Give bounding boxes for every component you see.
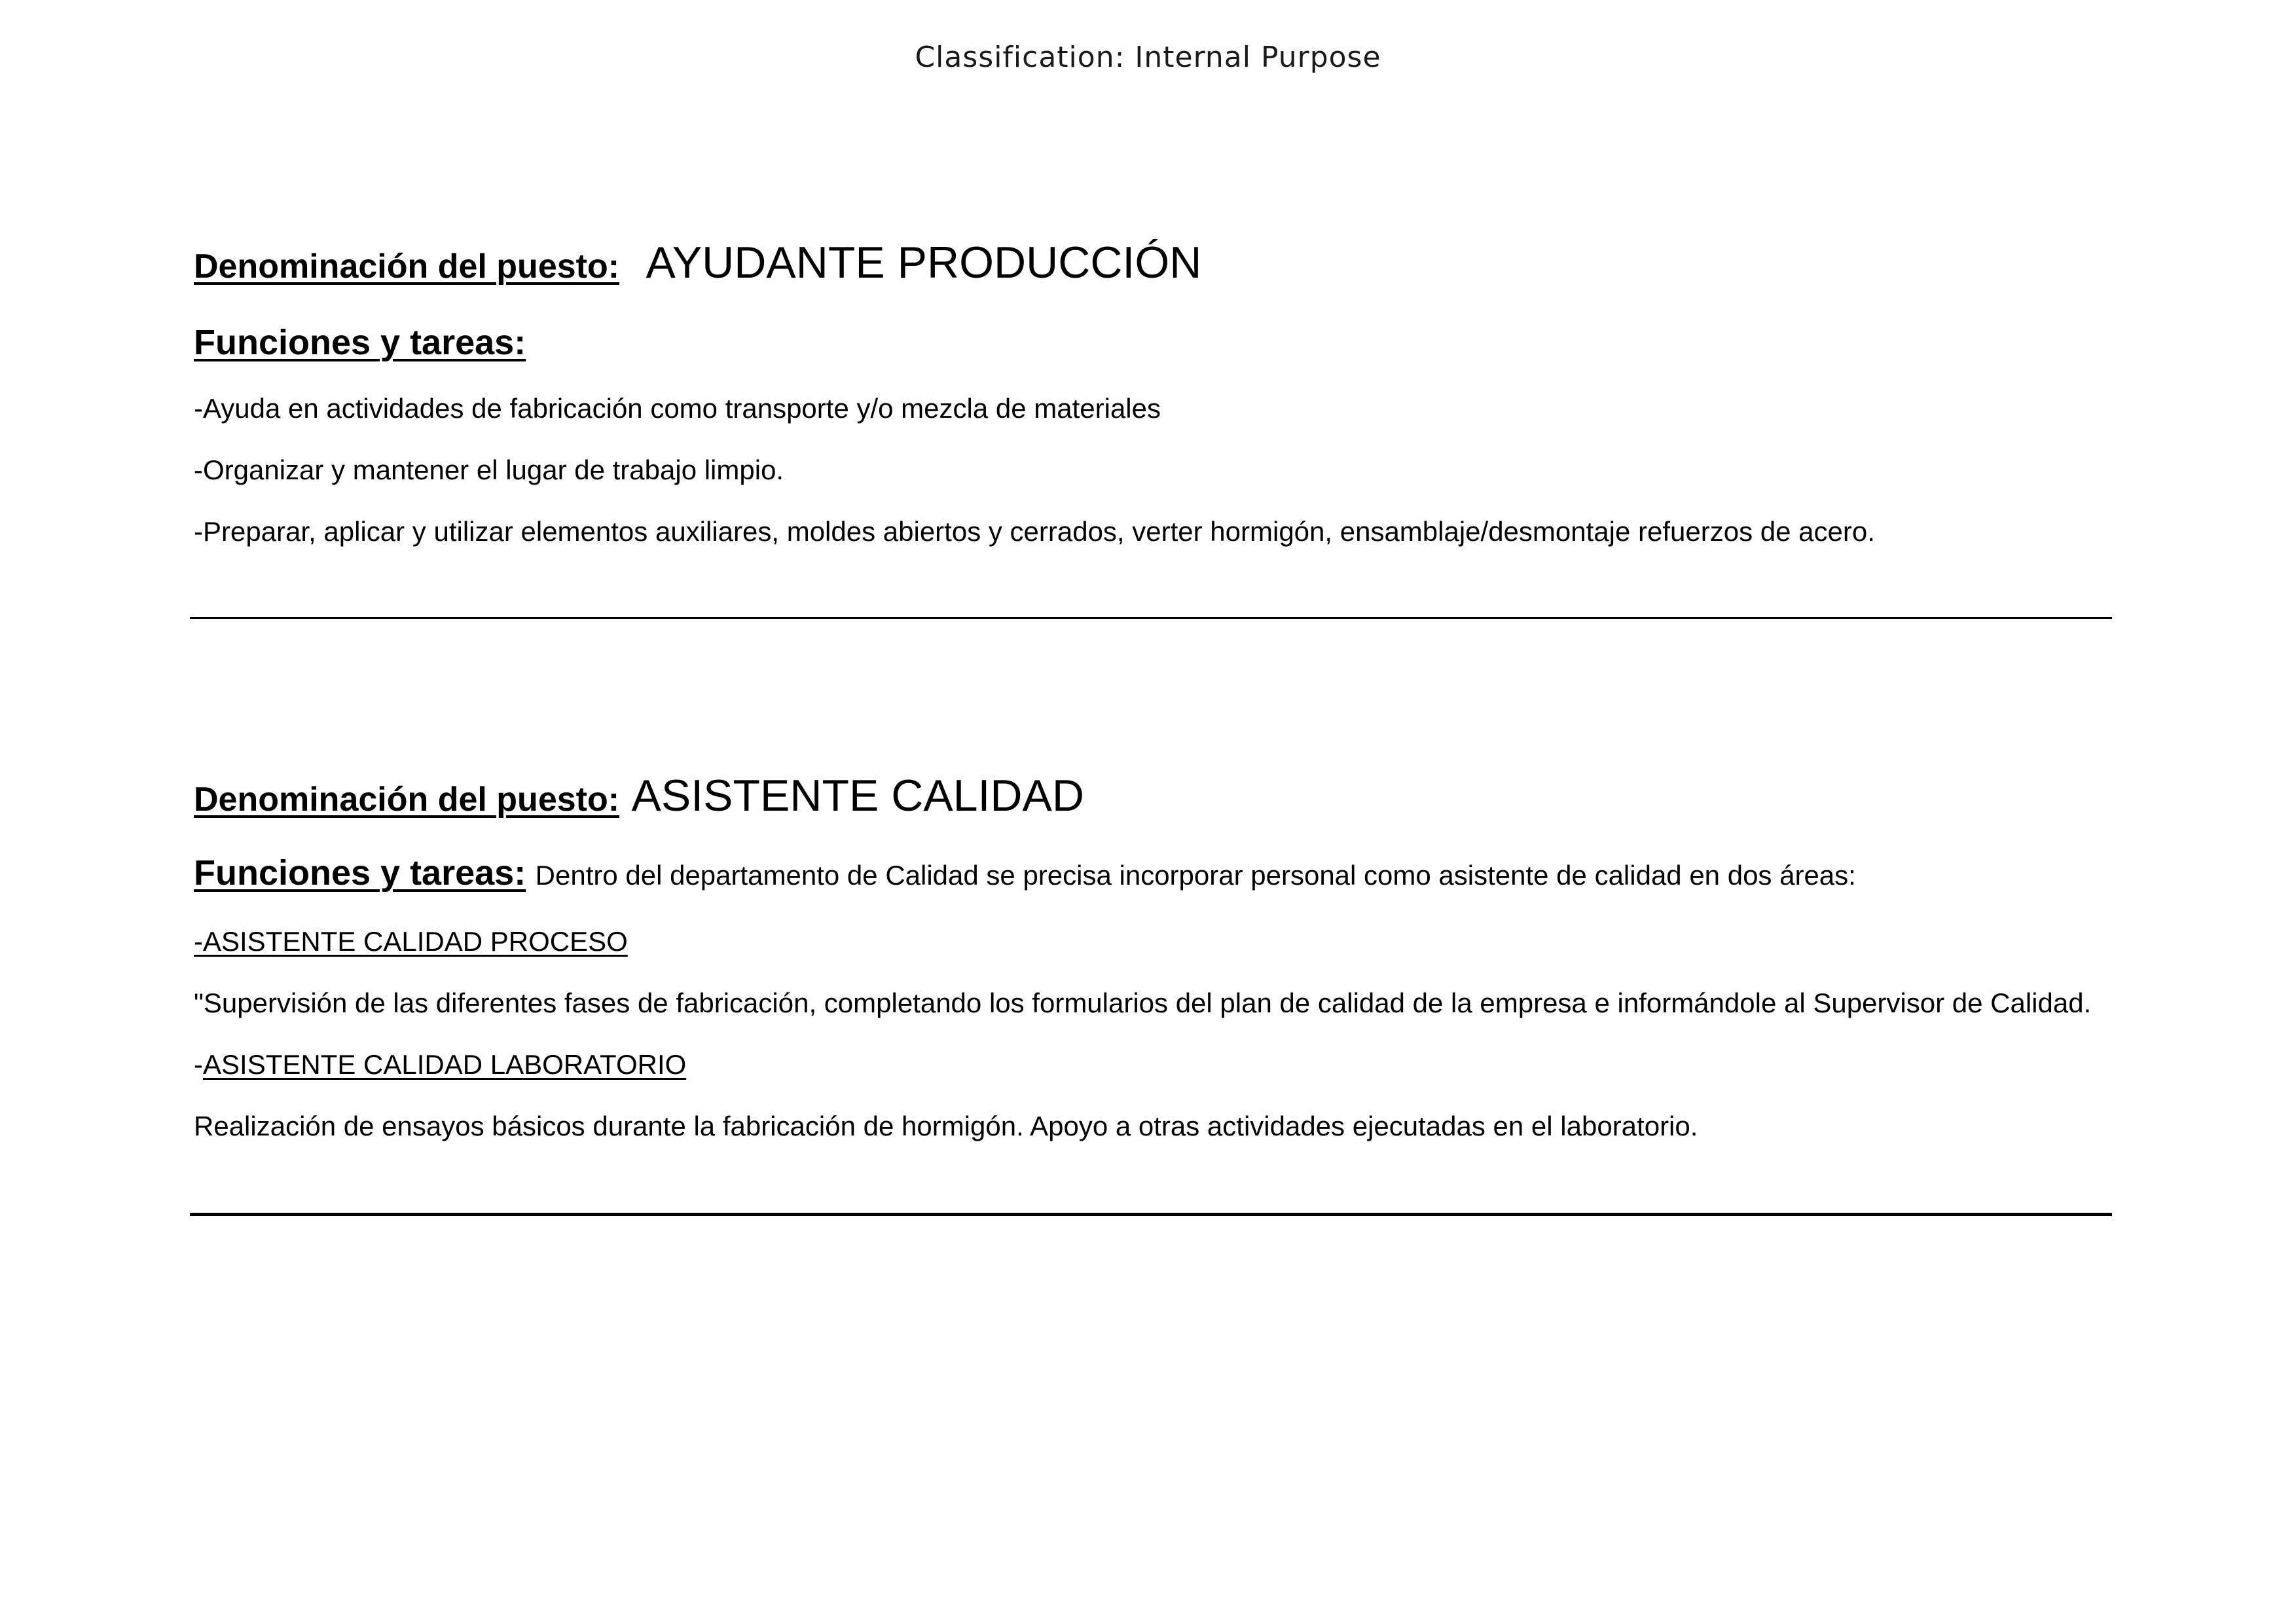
job2-area2-prefix: -: [194, 1049, 203, 1080]
job1-title-label: Denominación del puesto:: [194, 248, 620, 286]
job2-area1-text: "Supervisión de las diferentes fases de fabricación, completando los formularios del plan de calidad de la empresa e informándole al Supervisor de Calidad.: [194, 987, 2092, 1018]
job2-area1-title: -ASISTENTE CALIDAD PROCESO: [194, 926, 628, 957]
job2-functions-line: [194, 853, 2119, 893]
job1-functions-line: [194, 322, 2119, 363]
job1-task-3: -Preparar, aplicar y utilizar elementos auxiliares, moldes abiertos y cerrados, verter hormigón, ensamblaje/desmontaje refuerzos de acero.: [194, 516, 1875, 547]
job1-task-2: -Organizar y mantener el lugar de trabajo limpio.: [194, 454, 784, 485]
classification-header: Classification: Internal Purpose: [915, 41, 1381, 74]
job2-area2-title: ASISTENTE CALIDAD LABORATORIO: [203, 1049, 687, 1080]
job2-area2-title-line: [194, 1049, 2119, 1080]
job1-title-line: [194, 237, 2119, 288]
job2-title-label: Denominación del puesto:: [194, 781, 620, 819]
job1-functions-label: Funciones y tareas:: [194, 323, 526, 362]
job1-task-1: -Ayuda en actividades de fabricación como transporte y/o mezcla de materiales: [194, 393, 1161, 424]
job2-title-value: ASISTENTE CALIDAD: [631, 771, 1085, 821]
section-divider-2: [190, 1213, 2112, 1216]
job2-title-line: [194, 770, 2119, 821]
job2-functions-intro: Dentro del departamento de Calidad se precisa incorporar personal como asistente de calidad en dos áreas:: [535, 860, 1856, 891]
job2-area2-text: Realización de ensayos básicos durante la fabricación de hormigón. Apoyo a otras actividades ejecutadas en el laboratorio.: [194, 1111, 1698, 1141]
job2-functions-label: Funciones y tareas:: [194, 853, 526, 893]
section-divider-1: [190, 617, 2112, 619]
job2-area1-title-line: [194, 926, 2119, 957]
job1-title-value: AYUDANTE PRODUCCIÓN: [646, 238, 1202, 287]
